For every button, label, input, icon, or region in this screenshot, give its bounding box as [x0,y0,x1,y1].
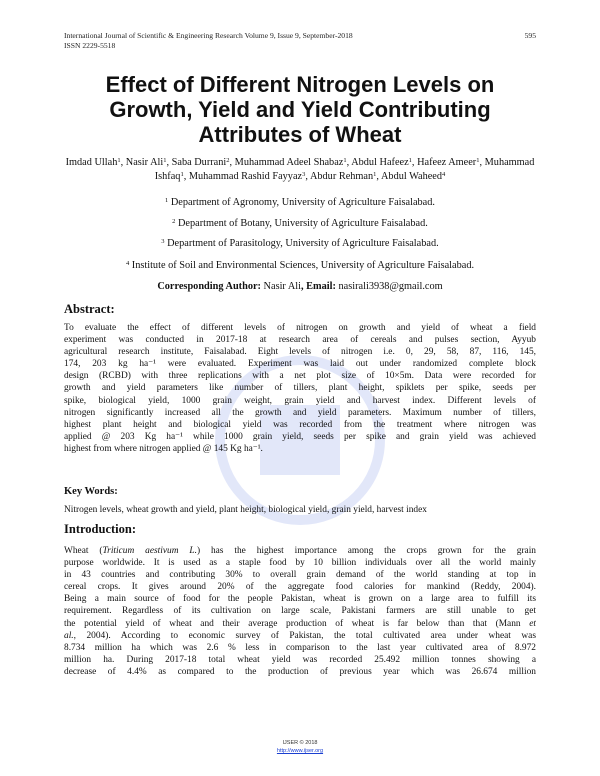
abstract-text: To evaluate the effect of different levels of nitrogen on growth and yield of wheat a field experiment was conducted in 2017-18 at research area of cereals and pulses section, Ayyub agricultural research institute, Faisalabad. Eight levels of nitrogen i.e. 0, 29, 58, 87, 116, 145, 174, 203 kg ha⁻¹ were evaluated. Experiment was laid out under randomized complete block design (RCBD) with three replications with a net plot size of 10×5m. Data were recorded for growth and yield parameters like number of tillers, plant height, spiklets per spike, seeds per spike, biological yield, 1000 grain weight, grain yield and harvest index. Different levels of nitrogen significantly increased all the growth and yield parameters. Maximum number of tillers, highest plant height and biological yield was recorded from the treatment where nitrogen was applied @ 203 Kg ha⁻¹ while 1000 grain yield, seeds per spike and grain yield was achieved highest from where nitrogen applied @ 145 Kg ha⁻¹. [64,323,536,454]
author: Abdur Rehman$^1$ [309,171,377,182]
paper-title [60,72,540,147]
author: Hafeez Ameer$^1$ [417,157,480,168]
author: Muhammad Rashid Fayyaz$^3$ [188,171,306,182]
keywords-text: Nitrogen levels, wheat growth and yield, plant height, biological yield, grain yield, harvest index [64,505,427,515]
page-number: 595 [524,31,536,40]
keywords-heading: Key Words: [64,486,118,497]
author-line: Imdad Ullah$^1$, Nasir Ali$^1$, Saba Durrani$^2$, Muhammad Adeel Shabaz$^1$, Abdul Hafeez$^1$, Hafeez Ameer$^1$, Muhammad Ishfaq$^1$, Muhammad Rashid Fayyaz$^3$, Abdur Rehman$^1$, Abdul Waheed$^4$ [65,157,535,182]
intro-first-line: Wheat (Triticum aestivum L.) has the highest importance among the crops grown for the grain [64,546,536,556]
abstract-heading: Abstract: [64,302,115,316]
intro-mann-line: the potential yield of wheat and their average production of wheat is far below than that (Mann et [64,618,536,629]
introduction-heading: Introduction: [64,522,137,536]
author: Saba Durrani$^2$ [171,157,230,168]
running-header [64,31,353,51]
author: Abdul Waheed$^4$ [380,171,446,182]
issn-line: ISSN 2229-5518 [64,41,116,50]
title-line: Effect of Different Nitrogen Levels on [105,72,495,97]
author: Imdad Ullah$^1$ [65,157,121,168]
author: Muhammad Adeel Shabaz$^1$ [234,157,347,168]
email-address: nasirali3938@gmail.com [335,281,443,292]
author: Nasir Ali$^1$ [125,157,167,168]
corresponding-author: Corresponding Author: Nasir Ali, Email: nasirali3938@gmail.com [157,281,443,292]
intro-al-line: al., 2004). According to economic survey of Pakistan, the total cultivated area under wheat was [64,630,536,641]
author-list [60,156,540,184]
affiliation: $^2$ Department of Botany, University of Agriculture Faisalabad. [172,218,428,229]
title-line: Attributes of Wheat [198,122,402,147]
affiliation: $^3$ Department of Parasitology, University of Agriculture Faisalabad. [161,238,439,249]
affiliation: $^4$ Institute of Soil and Environmental Sciences, University of Agriculture Faisalabad. [125,260,475,271]
copyright-footer: IJSER © 2018 [282,740,318,746]
journal-line: International Journal of Scientific & Engineering Research Volume 9, Issue 9, September-2018 [64,31,353,40]
title-line: Growth, Yield and Yield Contributing [109,97,491,122]
author: Abdul Hafeez$^1$ [351,157,412,168]
introduction-text: Wheat (Triticum aestivum L.) has the highest importance among the crops grown for the grain purpose worldwide. It is used as a staple food by 10 billion individuals over all the world mainly in 43 countries and contributing 30% to overall grain demand of the world standing at top in cereal crops. It gives around 20% of the aggregate food calories for mankind (Reddy, 2004). Being a main source of food for the people Pakistan, wheat is grown on a large area to fulfill its requirement. Regardless of its cultivation on large scale, Pakistani farmers are still unable to get the potential yield of wheat and their average production of wheat is far below than that (Mann et al., 2004). According to economic survey of Pakistan, the total cultivated area under wheat was 8.734 million ha which was 2.6 % less in comparison to the last year cultivated area of 8.972 million ha. During 2017-18 total wheat yield was recorded 25.492 million tonnes showing a decrease of 4.4% as compared to the production of previous year which was 26.674 million [64,546,536,677]
affiliation: $^1$ Department of Agronomy, University of Agriculture Faisalabad. [165,197,435,208]
journal-url-link[interactable]: http://www.ijser.org [276,748,324,754]
author: Muhammad Ishfaq$^1$ [154,157,535,182]
